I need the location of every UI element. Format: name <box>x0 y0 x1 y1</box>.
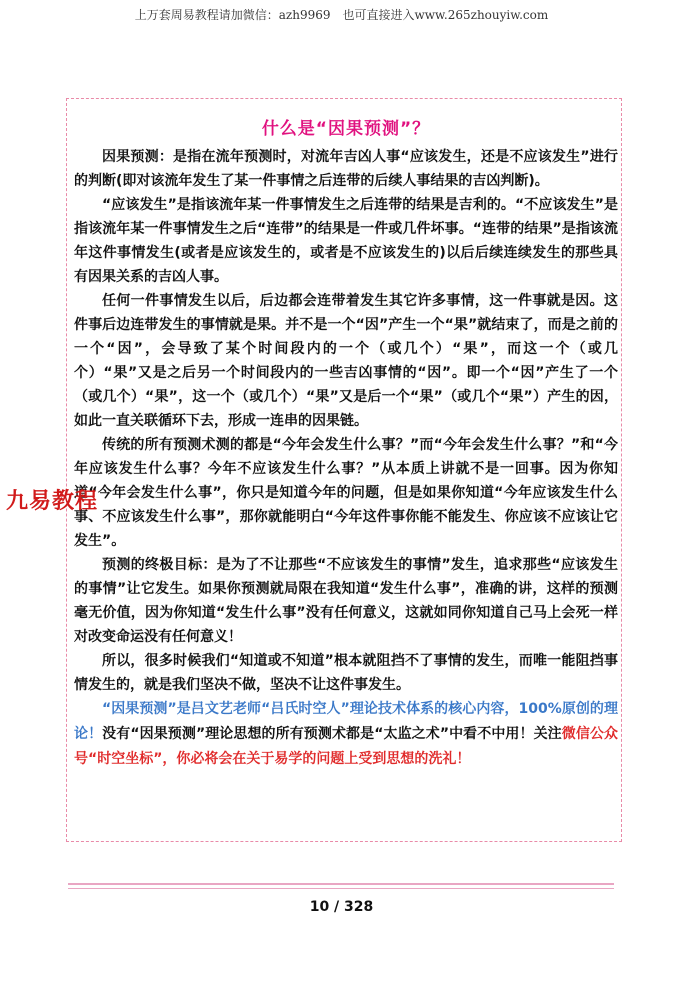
watermark-text: 九易教程 <box>6 489 99 514</box>
footer-rule-top <box>68 883 614 885</box>
closing-blue-text: “因果预测”是吕文艺老师“吕氏时空人”理论技术体系的核心内容，100%原创的理论！ <box>74 701 618 742</box>
paragraph-5: 预测的终极目标：是为了不让那些“不应该发生的事情”发生，追求那些“应该发生的事情”让它发生。如果你预测就局限在我知道“发生什么事”，准确的讲，这样的预测毫无价值，因为你知道“发生什么事”没有任何意义，这就如同你知道自己马上会死一样对改变命运没有任何意义！ <box>74 557 618 645</box>
closing-paragraph <box>74 697 618 772</box>
paragraph-4: 传统的所有预测术测的都是“今年会发生什么事？”而“今年会发生什么事？”和“今年应该发生什么事？今年不应该发生什么事？”从本质上讲就不是一回事。因为你知道“今年会发生什么事”，你只是知道今年的问题，但是如果你知道“今年应该发生什么事、不应该发生什么事”，那你就能明白“今年这件事你能不能发生、你应该不应该让它发生”。 <box>74 437 618 549</box>
paragraph-2: “应该发生”是指该流年某一件事情发生之后连带的结果是吉利的。“不应该发生”是指该流年某一件事情发生之后“连带”的结果是一件或几件坏事。“连带的结果”是指该流年这件事情发生(或者是应该发生的，或者是不应该发生的)以后后续连续发生的那些具有因果关系的吉凶人事。 <box>74 197 618 285</box>
footer-rule-bottom <box>68 888 614 889</box>
article-title: 什么是“因果预测”？ <box>261 119 431 139</box>
paragraph-6: 所以，很多时候我们“知道或不知道”根本就阻挡不了事情的发生，而唯一能阻挡事情发生的，就是我们坚决不做，坚决不让这件事发生。 <box>74 653 618 693</box>
page-number: 10 / 328 <box>309 899 374 915</box>
article <box>74 110 618 772</box>
paragraph-3: 任何一件事情发生以后，后边都会连带着发生其它许多事情，这一件事就是因。这件事后边连带发生的事情就是果。并不是一个“因”产生一个“果”就结束了，而是之前的一个“因”，会导致了某个时间段内的一个（或几个）“果”，而这一个（或几个）“果”又是之后另一个时间段内的一些吉凶事情的“因”。即一个“因”产生了一个（或几个）“果”，这一个（或几个）“果”又是后一个“果”（或几个“果”）产生的因，如此一直关联循环下去，形成一连串的因果链。 <box>74 293 618 429</box>
closing-red-text: 微信公众号“时空坐标”，你必将会在关于易学的问题上受到思想的洗礼！ <box>74 726 619 767</box>
page-header: 上万套周易教程请加微信：azh9969 也可直接进入www.265zhouyiw.com <box>134 8 549 22</box>
paragraph-1: 因果预测：是指在流年预测时，对流年吉凶人事“应该发生，还是不应该发生”进行的判断(即对该流年发生了某一件事情之后连带的后续人事结果的吉凶判断)。 <box>74 149 618 189</box>
closing-black-text: 没有“因果预测”理论思想的所有预测术都是“太监之术”中看不中用！关注 <box>102 726 562 742</box>
